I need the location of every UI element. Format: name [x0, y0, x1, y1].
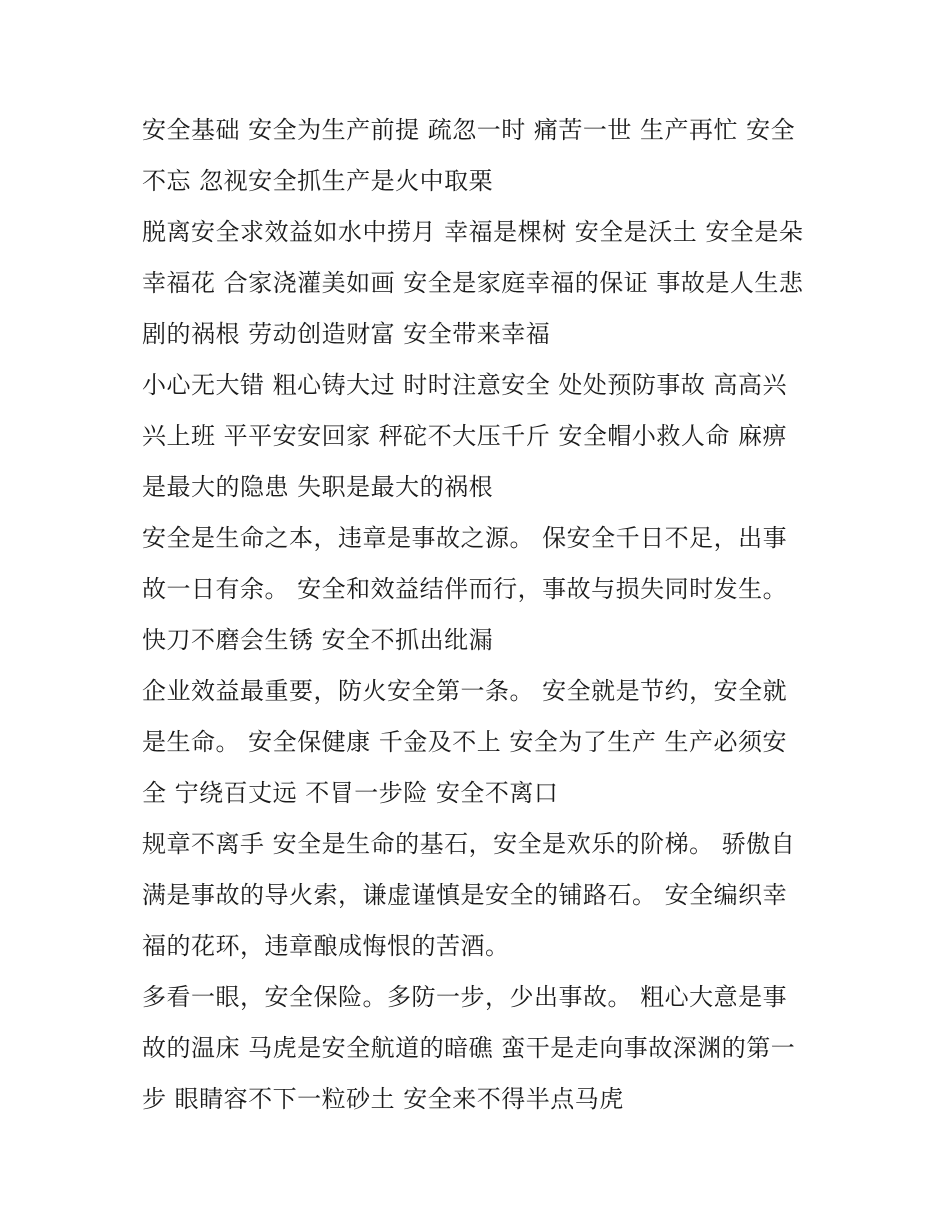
text-line: 快刀不磨会生锈 安全不抓出纰漏 — [142, 626, 494, 654]
text-line: 企业效益最重要，防火安全第一条。 安全就是节约，安全就 — [142, 677, 788, 705]
text-line: 全 宁绕百丈远 不冒一步险 安全不离口 — [142, 779, 559, 807]
text-line: 幸福花 合家浇灌美如画 安全是家庭幸福的保证 事故是人生悲 — [142, 269, 804, 297]
text-line: 脱离安全求效益如水中捞月 幸福是棵树 安全是沃土 安全是朵 — [142, 218, 804, 246]
text-line: 小心无大错 粗心铸大过 时时注意安全 处处预防事故 高高兴 — [142, 371, 788, 399]
text-line: 不忘 忽视安全抓生产是火中取栗 — [142, 167, 494, 195]
text-line: 是最大的隐患 失职是最大的祸根 — [142, 473, 494, 501]
text-line: 安全是生命之本，违章是事故之源。 保安全千日不足，出事 — [142, 524, 788, 552]
text-line: 兴上班 平平安安回家 秤砣不大压千斤 安全帽小救人命 麻痹 — [142, 422, 788, 450]
text-line: 规章不离手 安全是生命的基石，安全是欢乐的阶梯。 骄傲自 — [142, 830, 796, 858]
text-line: 是生命。 安全保健康 千金及不上 安全为了生产 生产必须安 — [142, 728, 788, 756]
text-line: 故一日有余。 安全和效益结伴而行，事故与损失同时发生。 — [142, 575, 788, 603]
text-line: 步 眼睛容不下一粒砂土 安全来不得半点马虎 — [142, 1085, 624, 1113]
document-body — [142, 110, 810, 1130]
text-line: 多看一眼，安全保险。多防一步，少出事故。 粗心大意是事 — [142, 983, 788, 1011]
text-line: 安全基础 安全为生产前提 疏忽一时 痛苦一世 生产再忙 安全 — [142, 116, 796, 144]
text-line: 剧的祸根 劳动创造财富 安全带来幸福 — [142, 320, 551, 348]
text-line: 满是事故的导火索，谦虚谨慎是安全的铺路石。 安全编织幸 — [142, 881, 788, 909]
text-line: 福的花环，违章酿成悔恨的苦酒。 — [142, 932, 510, 960]
text-line: 故的温床 马虎是安全航道的暗礁 蛮干是走向事故深渊的第一 — [142, 1034, 796, 1062]
